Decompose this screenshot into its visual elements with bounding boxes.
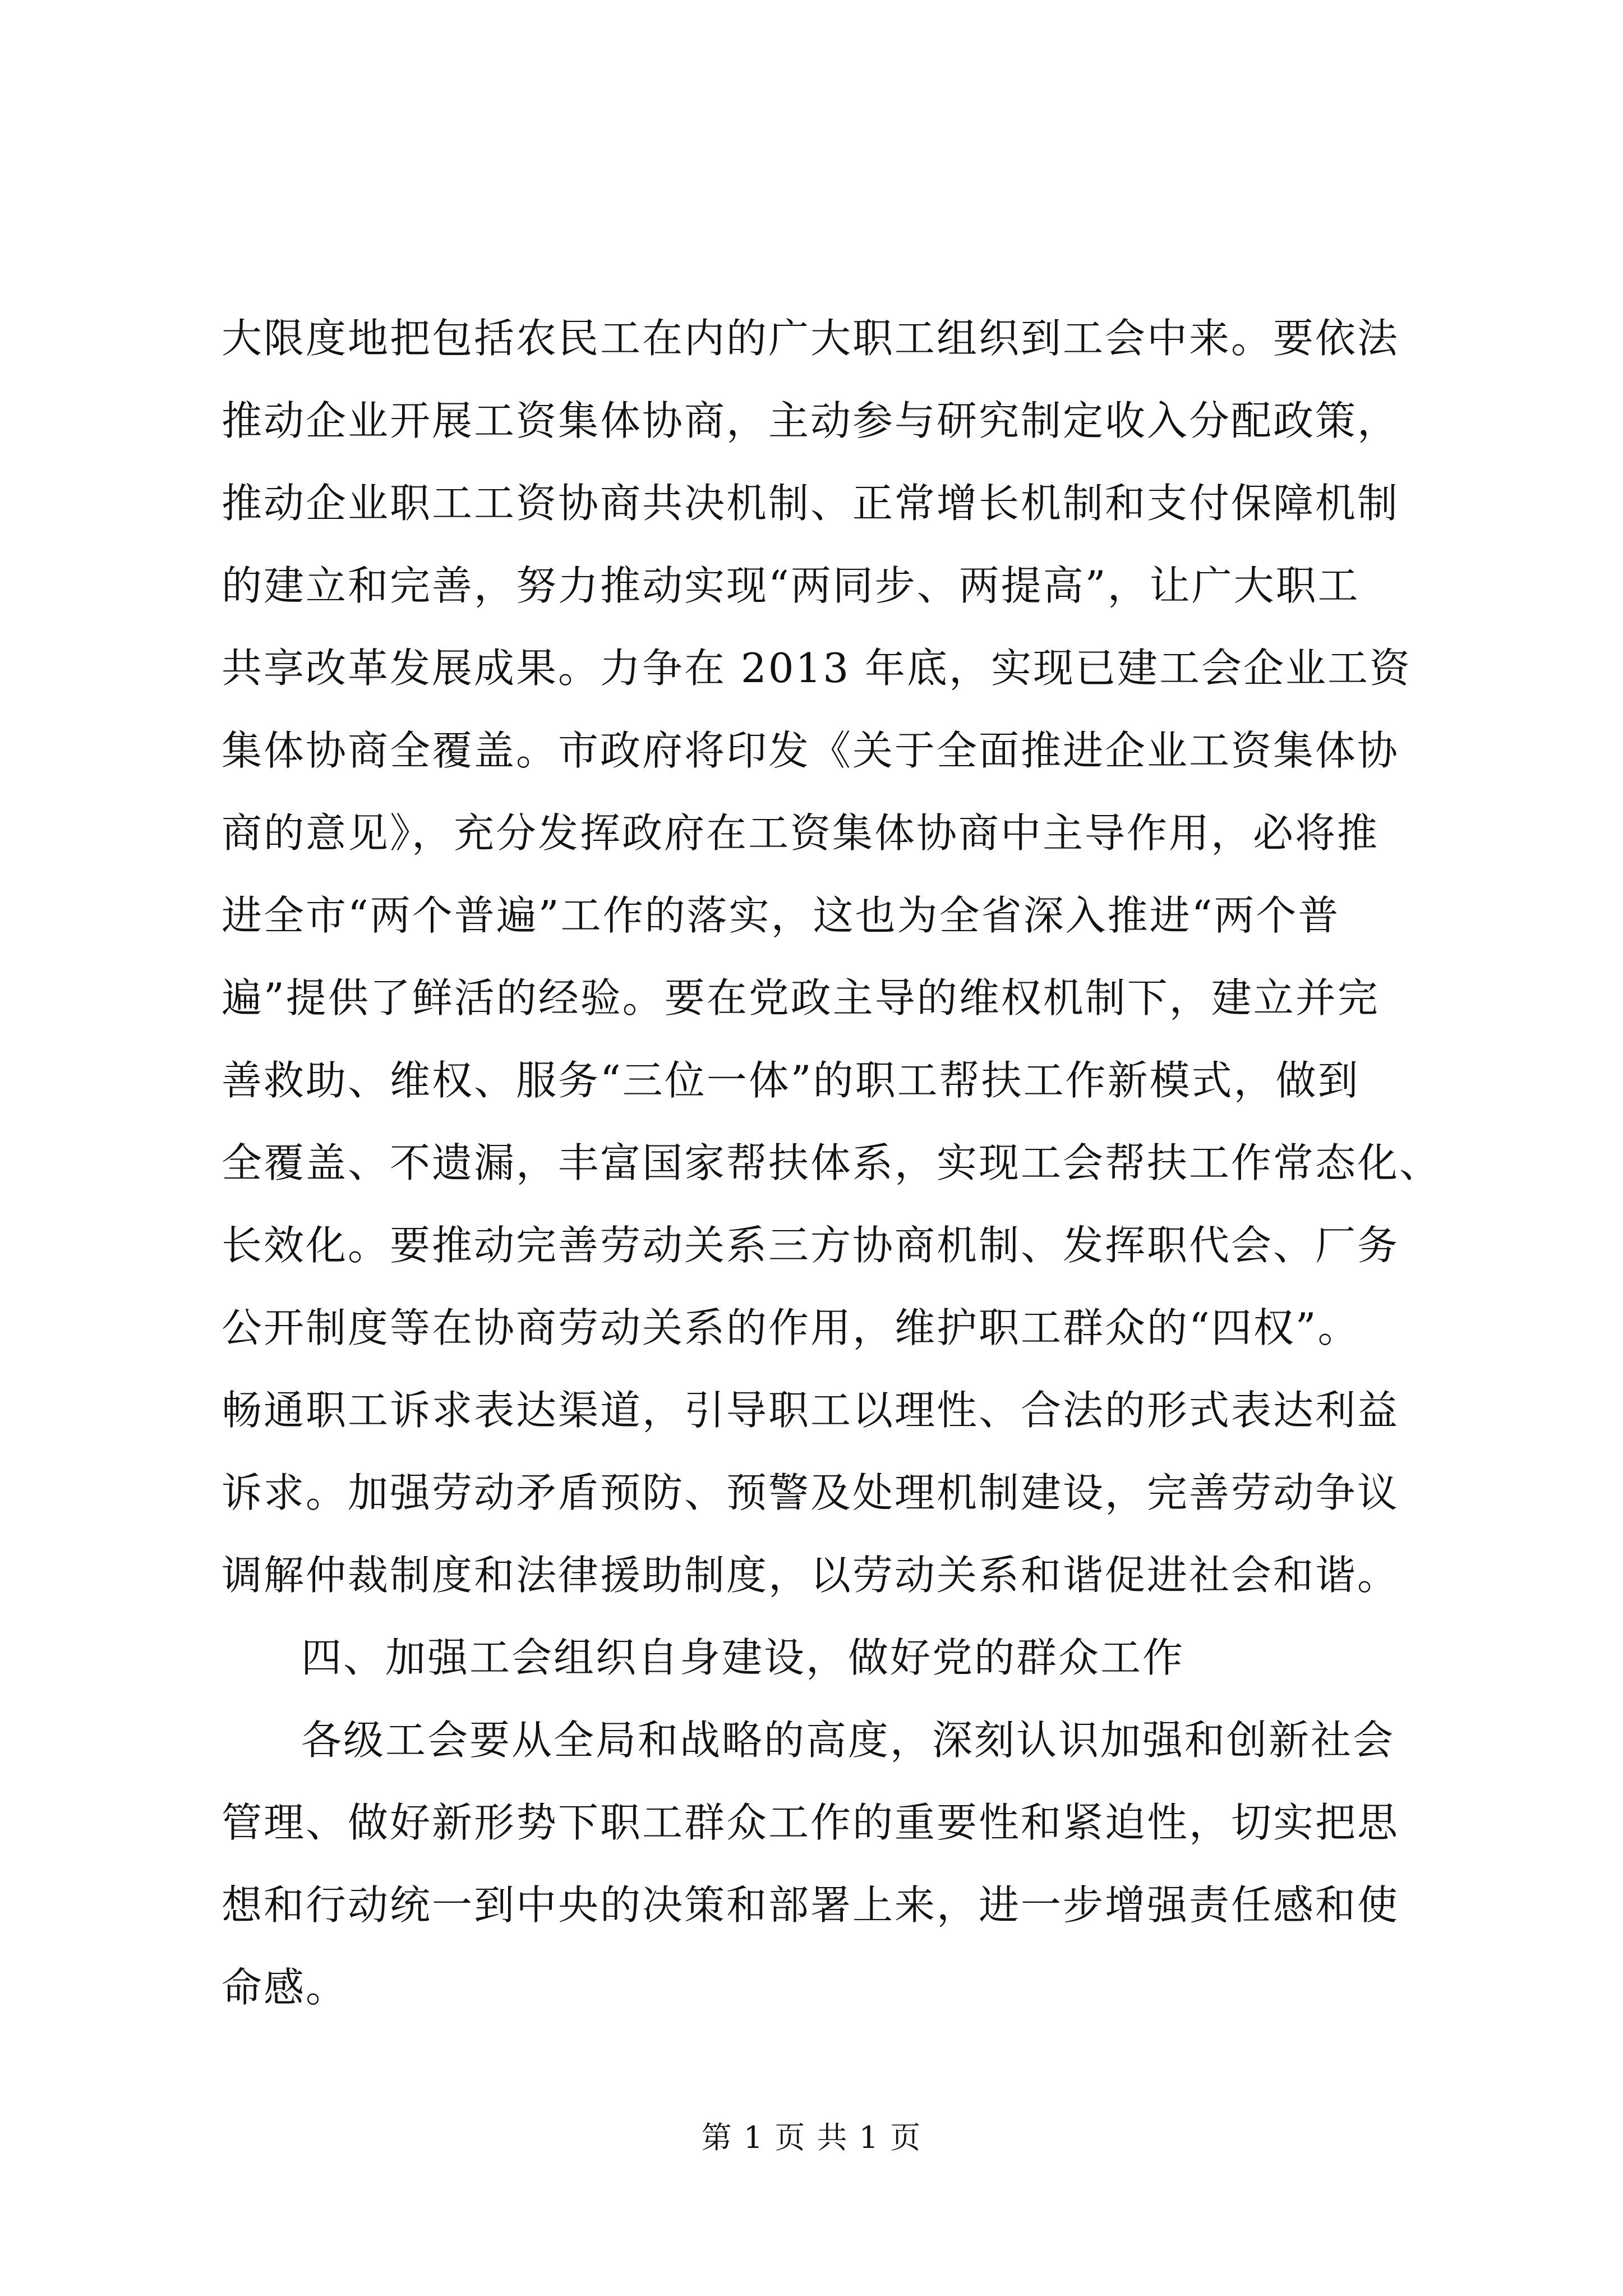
section-heading: 四、加强工会组织自身建设，做好党的群众工作	[301, 1634, 1185, 1681]
text-line: 大限度地把包括农民工在内的广大职工组织到工会中来。要依法	[222, 315, 1400, 362]
page-footer: 第 1 页 共 1 页	[701, 2120, 922, 2155]
text-line: 全覆盖、不遗漏，丰富国家帮扶体系，实现工会帮扶工作常态化、	[222, 1139, 1442, 1186]
text-line: 调解仲裁制度和法律援助制度，以劳动关系和谐促进社会和谐。	[222, 1552, 1400, 1599]
text-line: 共享改革发展成果。力争在 2013 年底，实现已建工会企业工资	[222, 645, 1412, 692]
document-body	[222, 297, 1442, 2029]
text-line: 进全市“两个普遍”工作的落实，这也为全省深入推进“两个普	[222, 892, 1340, 939]
text-line: 商的意见》，充分发挥政府在工资集体协商中主导作用，必将推	[222, 809, 1380, 857]
text-line: 命感。	[222, 1964, 348, 2011]
text-line: 集体协商全覆盖。市政府将印发《关于全面推进企业工资集体协	[222, 727, 1400, 774]
text-line: 遍”提供了鲜活的经验。要在党政主导的维权机制下，建立并完	[222, 974, 1380, 1022]
text-line: 想和行动统一到中央的决策和部署上来，进一步增强责任感和使	[222, 1881, 1400, 1929]
text-line: 管理、做好新形势下职工群众工作的重要性和紧迫性，切实把思	[222, 1799, 1400, 1846]
text-line: 诉求。加强劳动矛盾预防、预警及处理机制建设，完善劳动争议	[222, 1469, 1400, 1516]
text-line: 公开制度等在协商劳动关系的作用，维护职工群众的“四权”。	[222, 1304, 1360, 1351]
text-line: 的建立和完善，努力推动实现“两同步、两提高”，让广大职工	[222, 562, 1360, 609]
text-line: 善救助、维权、服务“三位一体”的职工帮扶工作新模式，做到	[222, 1057, 1360, 1104]
text-line: 长效化。要推动完善劳动关系三方协商机制、发挥职代会、厂务	[222, 1222, 1400, 1269]
text-line: 推动企业职工工资协商共决机制、正常增长机制和支付保障机制	[222, 480, 1400, 527]
text-line: 各级工会要从全局和战略的高度，深刻认识加强和创新社会	[301, 1717, 1395, 1764]
text-line: 推动企业开展工资集体协商，主动参与研究制定收入分配政策，	[222, 397, 1400, 444]
text-line: 畅通职工诉求表达渠道，引导职工以理性、合法的形式表达利益	[222, 1387, 1400, 1434]
